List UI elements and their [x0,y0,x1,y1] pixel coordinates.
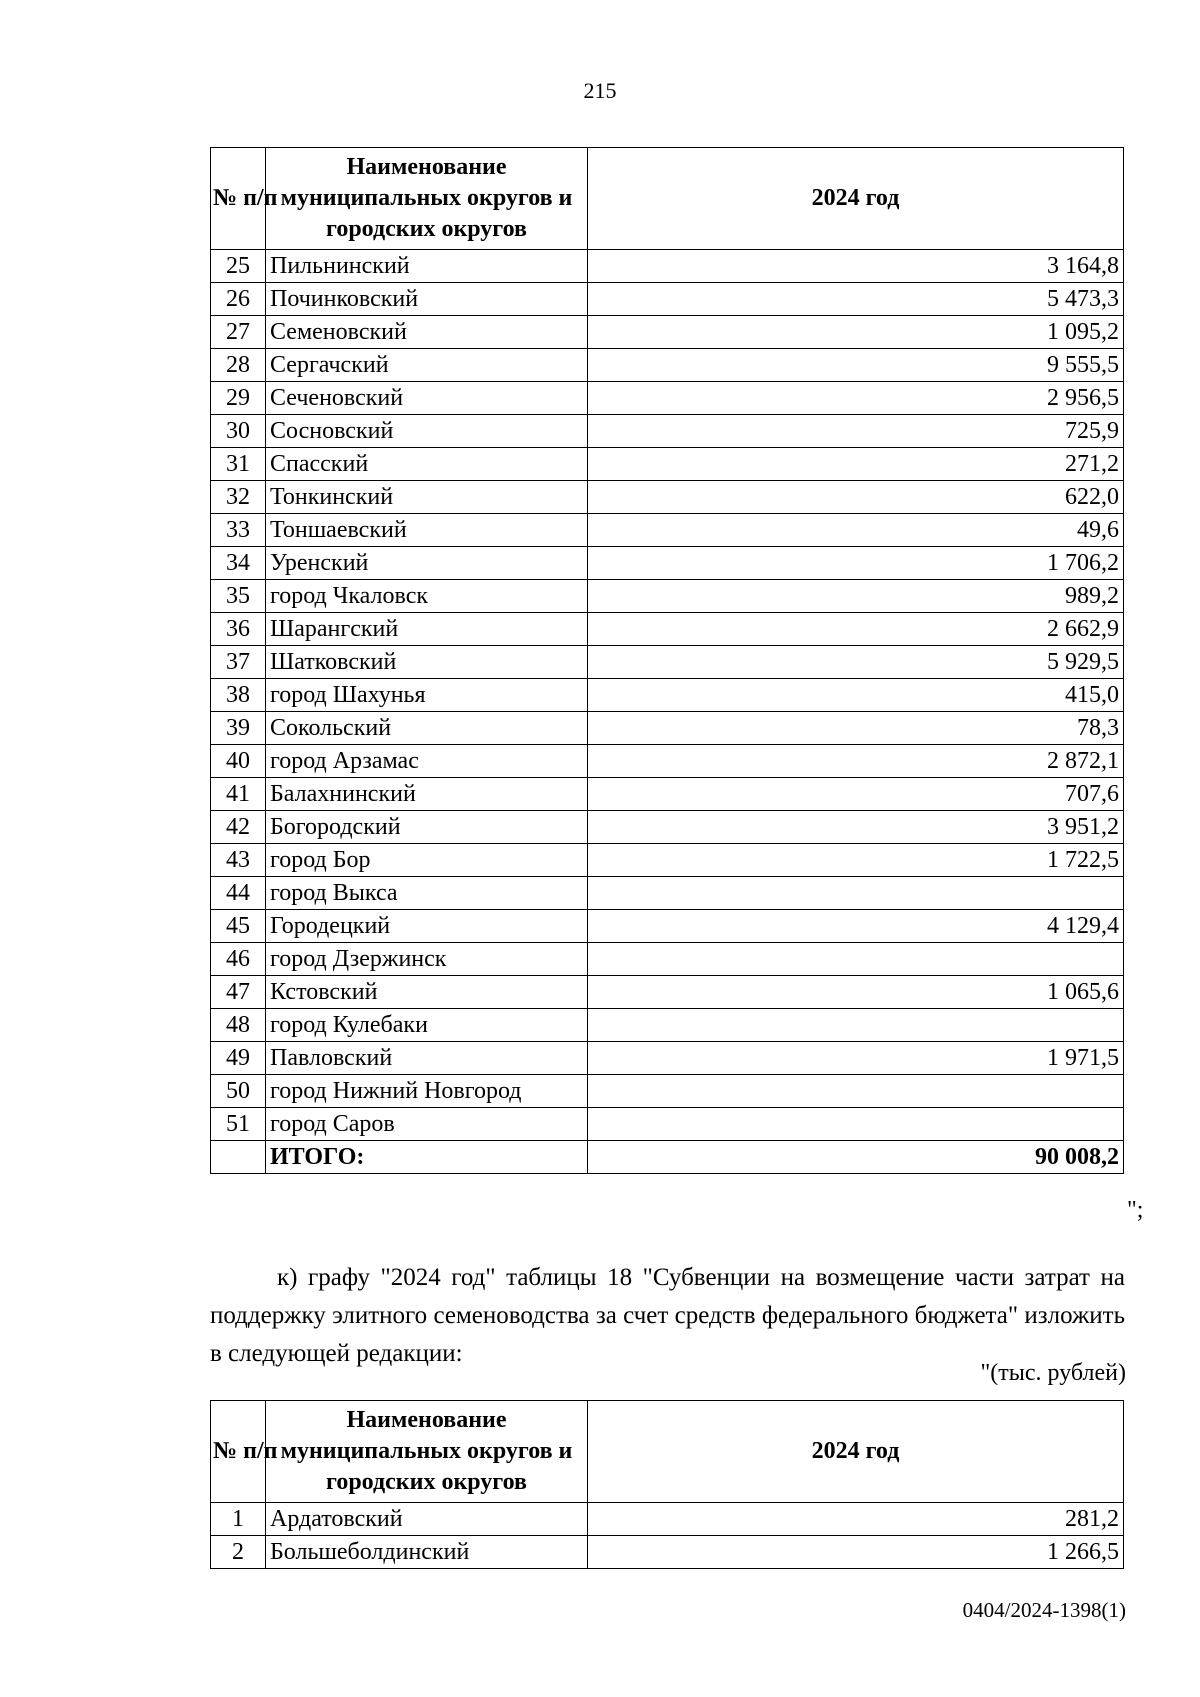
table-row [211,349,1124,382]
cell-district-name: город Арзамас [266,745,588,778]
cell-district-name: Ардатовский [266,1503,588,1536]
cell-value: 3 164,8 [588,250,1124,283]
cell-number: 44 [211,877,266,910]
cell-number: 46 [211,943,266,976]
table-row [211,382,1124,415]
cell-value: 2 956,5 [588,382,1124,415]
table2-body [211,1503,1124,1569]
cell-district-name: город Чкаловск [266,580,588,613]
table-row [211,778,1124,811]
cell-value: 5 929,5 [588,646,1124,679]
cell-district-name: Уренский [266,547,588,580]
cell-number: 40 [211,745,266,778]
cell-value: 2 662,9 [588,613,1124,646]
table-row [211,844,1124,877]
table-municipal-1 [210,147,1124,1174]
table-row [211,415,1124,448]
table-header-row [211,1401,1124,1503]
table-row [211,1042,1124,1075]
cell-number: 2 [211,1536,266,1569]
cell-number: 1 [211,1503,266,1536]
cell-value: 415,0 [588,679,1124,712]
cell-district-name: Спасский [266,448,588,481]
table-row [211,811,1124,844]
cell-number: 37 [211,646,266,679]
cell-value: 5 473,3 [588,283,1124,316]
cell-value: 725,9 [588,415,1124,448]
cell-value: 271,2 [588,448,1124,481]
cell-value: 1 706,2 [588,547,1124,580]
cell-value: 2 872,1 [588,745,1124,778]
header-name: Наименование муниципальных округов и городских округов [266,148,588,250]
cell-value: 9 555,5 [588,349,1124,382]
cell-district-name: город Шахунья [266,679,588,712]
cell-number: 30 [211,415,266,448]
table-row [211,481,1124,514]
cell-district-name: Кстовский [266,976,588,1009]
table-municipal-2 [210,1400,1124,1569]
cell-district-name: Сергачский [266,349,588,382]
cell-value: 989,2 [588,580,1124,613]
cell-number: 38 [211,679,266,712]
table-row [211,1108,1124,1141]
table-row [211,580,1124,613]
cell-district-name: Большеболдинский [266,1536,588,1569]
amendment-paragraph: к) графу "2024 год" таблицы 18 "Субвенции на возмещение части затрат на поддержку элитного семеноводства за счет средств федерального бюджета" изложить в следующей редакции: [210,1264,1125,1367]
cell-number: 51 [211,1108,266,1141]
cell-district-name: Тонкинский [266,481,588,514]
cell-number: 43 [211,844,266,877]
cell-number: 36 [211,613,266,646]
table-row [211,712,1124,745]
header-name: Наименование муниципальных округов и городских округов [266,1401,588,1503]
table-row [211,448,1124,481]
cell-number: 45 [211,910,266,943]
table-row [211,1075,1124,1108]
cell-district-name: Сеченовский [266,382,588,415]
cell-value: 281,2 [588,1503,1124,1536]
cell-district-name: город Нижний Новгород [266,1075,588,1108]
table-row [211,613,1124,646]
cell-value [588,1075,1124,1108]
cell-value: 1 971,5 [588,1042,1124,1075]
cell-number: 39 [211,712,266,745]
cell-district-name: Пильнинский [266,250,588,283]
header-year: 2024 год [588,148,1124,250]
cell-value: 707,6 [588,778,1124,811]
cell-district-name: город Кулебаки [266,1009,588,1042]
table-row [211,1536,1124,1569]
cell-value [588,1009,1124,1042]
cell-number: 27 [211,316,266,349]
table-row [211,1503,1124,1536]
cell-district-name: Павловский [266,1042,588,1075]
cell-district-name: город Выкса [266,877,588,910]
header-num: № п/п [211,1401,266,1503]
cell-number: 50 [211,1075,266,1108]
cell-number: 49 [211,1042,266,1075]
table-row [211,910,1124,943]
cell-value: 78,3 [588,712,1124,745]
cell-district-name: Богородский [266,811,588,844]
cell-value: 1 065,6 [588,976,1124,1009]
cell-number: 32 [211,481,266,514]
cell-number: 42 [211,811,266,844]
cell-number: 29 [211,382,266,415]
cell-district-name: Починковский [266,283,588,316]
table-row [211,283,1124,316]
cell-value [588,943,1124,976]
cell-number: 25 [211,250,266,283]
cell-district-name: город Бор [266,844,588,877]
cell-district-name: город Саров [266,1108,588,1141]
cell-district-name: Шарангский [266,613,588,646]
cell-value: 1 722,5 [588,844,1124,877]
table-row [211,877,1124,910]
table-row [211,646,1124,679]
table-row [211,316,1124,349]
total-number [211,1141,266,1174]
cell-number: 48 [211,1009,266,1042]
cell-value [588,1108,1124,1141]
cell-number: 31 [211,448,266,481]
cell-district-name: Сосновский [266,415,588,448]
cell-number: 28 [211,349,266,382]
document-code: 0404/2024-1398(1) [962,1598,1126,1622]
cell-district-name: Сокольский [266,712,588,745]
cell-value: 3 951,2 [588,811,1124,844]
table-row [211,250,1124,283]
cell-district-name: Городецкий [266,910,588,943]
table-row [211,943,1124,976]
table1-body [211,250,1124,1174]
units-label: "(тыс. рублей) [980,1360,1126,1386]
header-year: 2024 год [588,1401,1124,1503]
cell-district-name: Тоншаевский [266,514,588,547]
cell-number: 35 [211,580,266,613]
cell-district-name: Семеновский [266,316,588,349]
table-header-row [211,148,1124,250]
cell-value: 1 266,5 [588,1536,1124,1569]
cell-value: 622,0 [588,481,1124,514]
table-row [211,1009,1124,1042]
cell-district-name: Шатковский [266,646,588,679]
cell-number: 47 [211,976,266,1009]
table-total-row [211,1141,1124,1174]
total-label: ИТОГО: [266,1141,588,1174]
header-num: № п/п [211,148,266,250]
table-row [211,514,1124,547]
cell-value: 49,6 [588,514,1124,547]
cell-value [588,877,1124,910]
table-row [211,547,1124,580]
table-row [211,976,1124,1009]
cell-number: 33 [211,514,266,547]
cell-number: 41 [211,778,266,811]
closing-quote-mark: "; [1127,1197,1144,1223]
page-number: 215 [583,78,617,103]
cell-number: 34 [211,547,266,580]
cell-value: 1 095,2 [588,316,1124,349]
table-row [211,745,1124,778]
table-row [211,679,1124,712]
cell-number: 26 [211,283,266,316]
cell-district-name: город Дзержинск [266,943,588,976]
cell-value: 4 129,4 [588,910,1124,943]
total-value: 90 008,2 [588,1141,1124,1174]
cell-district-name: Балахнинский [266,778,588,811]
